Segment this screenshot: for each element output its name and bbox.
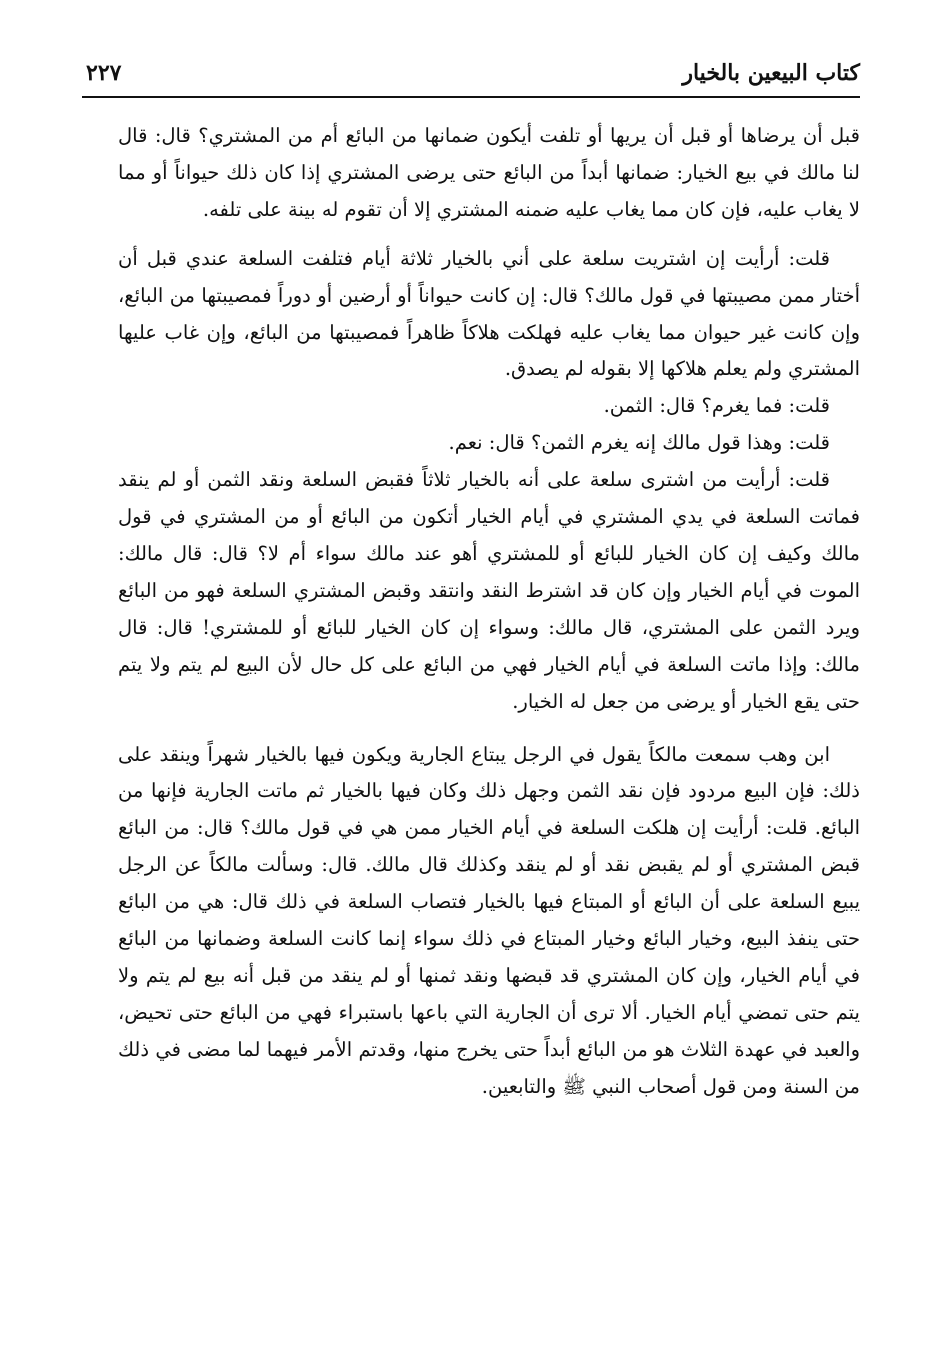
paragraph: قلت: أرأيت من اشترى سلعة على أنه بالخيار ثلاثاً فقبض السلعة ونقد الثمن أو لم ينقد فماتت السلعة في يدي المشتري في أيام الخيار أتكون من البائع أو من المشتري في قول مالك وكيف إن كان الخيار للبائع أو للمشتري أهو عند مالك سواء أم لا؟ قال: قال مالك: الموت في أيام الخيار وإن كان قد اشترط النقد وانتقد وقبض المشتري السلعة فهو من البائع ويرد الثمن على المشتري، قال مالك: وسواء إن كان الخيار للبائع أو للمشتري! قال: قال مالك: وإذا ماتت السلعة في أيام الخيار فهي من البائع على كل حال لأن البيع لم يتم ولا يتم حتى يقع الخيار أو يرضى من جعل له الخيار. <box>118 468 860 713</box>
paragraph: قلت: فما يغرم؟ قال: الثمن. <box>603 394 830 418</box>
body-text <box>118 118 860 1106</box>
paragraph: قلت: أرأيت إن اشتريت سلعة على أني بالخيار ثلاثة أيام فتلفت السلعة عندي قبل أن أختار ممن مصيبتها في قول مالك؟ قال: إن كانت حيواناً أو أرضين أو دوراً فمصيبتها من البائع، وإن كانت غير حيوان مما يغاب عليه فهلكت هلاكاً ظاهراً فمصيبتها من البائع، وإن غاب عليها المشتري ولم يعلم هلاكها إلا بقوله لم يصدق. <box>118 246 860 381</box>
running-header <box>82 58 860 94</box>
page-number: ٢٢٧ <box>86 60 122 86</box>
header-rule <box>82 96 860 98</box>
chapter-title: كتاب البيعين بالخيار <box>682 60 860 86</box>
paragraph: ابن وهب سمعت مالكاً يقول في الرجل يبتاع الجارية ويكون فيها بالخيار شهراً وينقد على ذلك: فإن البيع مردود فإن نقد الثمن وجهل ذلك وكان فيها بالخيار ثم ماتت الجارية فإنها من البائع. قلت: أرأيت إن هلكت السلعة في أيام الخيار ممن هي في قول مالك؟ قال: من البائع قبض المشتري أو لم يقبض نقد أو لم ينقد وكذلك قال مالك. قال: وسألت مالكاً عن الرجل يبيع السلعة على أن البائع أو المبتاع فيها بالخيار فتصاب السلعة في ذلك قال: هي من البائع حتى ينفذ البيع، وخيار البائع وخيار المبتاع في ذلك سواء إنما كانت السلعة وضمانها من البائع في أيام الخيار، وإن كان المشتري قد قبضها ونقد ثمنها أو لم ينقد من قبل أنه بيع لم يتم ولا يتم حتى تمضي أيام الخيار. ألا ترى أن الجارية التي باعها باستبراء فهي من البائع حتى تحيض، والعبد في عهدة الثلاث هو من البائع أبداً حتى يخرج منها، وقدتم الأمر فيهما لما مضى في ذلك من السنة ومن قول أصحاب النبي ﷺ والتابعين. <box>118 742 860 1098</box>
paragraph: قبل أن يرضاها أو قبل أن يريها أو تلفت أيكون ضمانها من البائع أم من المشتري؟ قال: قال لنا مالك في بيع الخيار: ضمانها أبداً من البائع حتى يرضى المشتري إذا كان ذلك حيواناً أو مما لا يغاب عليه، فإن كان مما يغاب عليه ضمنه المشتري إلا أن تقوم له بينة على تلفه. <box>118 124 860 221</box>
paragraph: قلت: وهذا قول مالك إنه يغرم الثمن؟ قال: نعم. <box>448 431 830 455</box>
